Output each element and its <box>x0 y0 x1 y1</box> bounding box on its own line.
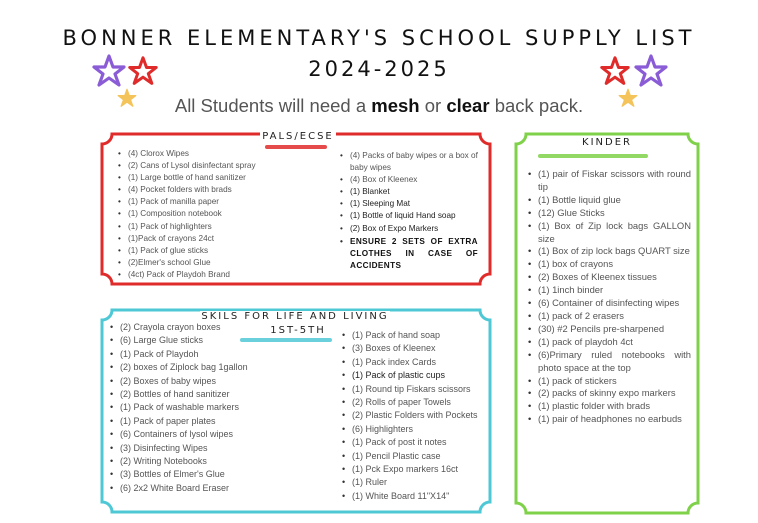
yellow-star-icon <box>117 88 137 108</box>
list-item: • (1)Pack of crayons 24ct <box>118 233 333 245</box>
red-star-icon <box>128 56 158 86</box>
list-item: • (1) Pack of paper plates <box>110 415 330 428</box>
list-item: • (4ct) Pack of Playdoh Brand <box>118 269 333 281</box>
list-item: • (1) box of crayons <box>528 258 691 271</box>
list-item: • (1) Pack of glue sticks <box>118 245 333 257</box>
list-item: • (1) Sleeping Mat <box>340 198 478 210</box>
list-item: • (1) Pack index Cards <box>342 356 487 369</box>
list-item: • (1) Composition notebook <box>118 208 333 220</box>
list-item: • (1) pair of Fiskar scissors with round tip <box>528 168 691 194</box>
list-item: • (4) Pocket folders with brads <box>118 184 333 196</box>
list-item: • (2) Boxes of Kleenex tissues <box>528 271 691 284</box>
list-item: • (2) packs of skinny expo markers <box>528 387 691 400</box>
list-item: • (1) Pencil Plastic case <box>342 450 487 463</box>
list-item: • (3) Bottles of Elmer's Glue <box>110 468 330 481</box>
pals-list-left <box>118 148 333 281</box>
list-item: • (1) Bottle of liquid Hand soap <box>340 210 478 222</box>
skills-list-right <box>342 329 487 503</box>
pals-label: PALS/ECSE <box>260 131 336 142</box>
list-item: • (6) Container of disinfecting wipes <box>528 297 691 310</box>
list-item: • (2) Cans of Lysol disinfectant spray <box>118 160 333 172</box>
list-item: • (6) Large Glue sticks <box>110 334 330 347</box>
kinder-list <box>528 168 691 426</box>
skills-section <box>100 308 492 514</box>
list-item: • (6)Primary ruled notebooks with photo space at the top <box>528 349 691 375</box>
red-star-icon <box>600 56 630 86</box>
purple-star-icon <box>92 54 126 88</box>
skills-label: SKILS FOR LIFE AND LIVING <box>201 311 389 322</box>
extra-clothes-note: • ENSURE 2 SETS OF EXTRA CLOTHES IN CASE OF ACCIDENTS <box>340 236 478 272</box>
list-item: • (1) Pack of post it notes <box>342 436 487 449</box>
pals-list-right <box>340 150 478 272</box>
list-item: • (4) Packs of baby wipes or a box of baby wipes <box>340 150 478 174</box>
list-item: • (1) Pack of hand soap <box>342 329 487 342</box>
list-item: • (2) Rolls of paper Towels <box>342 396 487 409</box>
list-item: • (1) Pack of plastic cups <box>342 369 487 382</box>
school-year: 2024-2025 <box>308 57 450 81</box>
skills-list-left <box>110 321 330 495</box>
list-item: • (2) Crayola crayon boxes <box>110 321 330 334</box>
list-item: • (1) pack of 2 erasers <box>528 310 691 323</box>
list-item: • (1) Pack of washable markers <box>110 401 330 414</box>
list-item: • (1) pair of headphones no earbuds <box>528 413 691 426</box>
list-item: • (2) Writing Notebooks <box>110 455 330 468</box>
list-item: • (1) Bottle liquid glue <box>528 194 691 207</box>
page-title: BONNER ELEMENTARY'S SCHOOL SUPPLY LIST <box>62 26 696 50</box>
list-item: • (1) pack of playdoh 4ct <box>528 336 691 349</box>
list-item: • (2) Boxes of baby wipes <box>110 375 330 388</box>
list-item: • (4) Clorox Wipes <box>118 148 333 160</box>
list-item: • (3) Disinfecting Wipes <box>110 442 330 455</box>
list-item: • (2)Elmer's school Glue <box>118 257 333 269</box>
yellow-star-icon <box>618 88 638 108</box>
list-item: • (1) Blanket <box>340 186 478 198</box>
pals-ecse-section <box>100 132 492 286</box>
kinder-brush-underline <box>538 154 648 158</box>
list-item: • (30) #2 Pencils pre-sharpened <box>528 323 691 336</box>
list-item: • (1) Pack of highlighters <box>118 221 333 233</box>
list-item: • (1) plastic folder with brads <box>528 400 691 413</box>
list-item: • (2) Bottles of hand sanitizer <box>110 388 330 401</box>
list-item: • (1) Box of Zip lock bags GALLON size <box>528 220 691 246</box>
list-item: • (1) 1inch binder <box>528 284 691 297</box>
list-item: • (6) Highlighters <box>342 423 487 436</box>
list-item: • (4) Box of Kleenex <box>340 174 478 186</box>
backpack-note: All Students will need a mesh or clear back pack. <box>174 95 584 116</box>
purple-star-icon <box>634 54 668 88</box>
list-item: • (1) Large bottle of hand sanitizer <box>118 172 333 184</box>
list-item: • (12) Glue Sticks <box>528 207 691 220</box>
list-item: • (1) Pck Expo markers 16ct <box>342 463 487 476</box>
list-item: • (3) Boxes of Kleenex <box>342 342 487 355</box>
list-item: • (6) Containers of lysol wipes <box>110 428 330 441</box>
skills-grade-label: 1ST-5TH <box>270 325 326 336</box>
kinder-label: KINDER <box>572 137 642 148</box>
list-item: • (1) Ruler <box>342 476 487 489</box>
list-item: • (2) Box of Expo Markers <box>340 223 478 235</box>
list-item: • (1) Pack of manilla paper <box>118 196 333 208</box>
list-item: • (1) Round tip Fiskars scissors <box>342 383 487 396</box>
kinder-section <box>514 132 700 515</box>
list-item: • (1) pack of stickers <box>528 375 691 388</box>
list-item: • (1) Pack of Playdoh <box>110 348 330 361</box>
list-item: • (1) White Board 11"X14" <box>342 490 487 503</box>
list-item: • (1) Box of zip lock bags QUART size <box>528 245 691 258</box>
list-item: • (2) Plastic Folders with Pockets <box>342 409 487 422</box>
list-item: • (6) 2x2 White Board Eraser <box>110 482 330 495</box>
list-item: • (2) boxes of Ziplock bag 1gallon <box>110 361 330 374</box>
